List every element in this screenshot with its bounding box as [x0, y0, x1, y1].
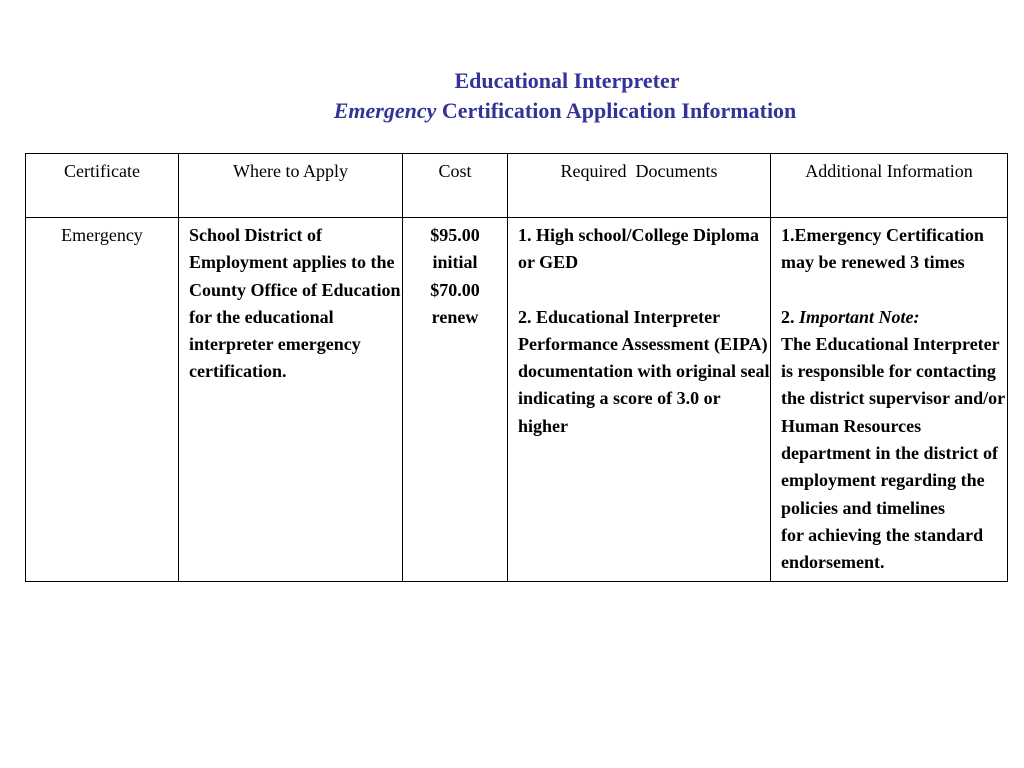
- cost-renew-label: renew: [431, 306, 479, 327]
- cell-certificate: Emergency: [26, 218, 179, 582]
- header-required-documents: Required Documents: [508, 154, 771, 218]
- required-document-2: 2. Educational Interpreter Performance Assessment (EIPA) documentation with original seal indicating a score of 3.0 or higher: [518, 306, 770, 436]
- title-line-1: Educational Interpreter: [454, 68, 680, 93]
- certification-table: [25, 153, 1008, 582]
- page-title: [0, 66, 1024, 126]
- table-header-row: [26, 154, 1008, 218]
- header-where-to-apply: Where to Apply: [179, 154, 403, 218]
- table-row: [26, 218, 1008, 582]
- cell-required-documents: [508, 218, 771, 582]
- title-emergency-italic: Emergency: [333, 98, 437, 123]
- title-line-2: [0, 96, 1024, 126]
- additional-info-item-1: 1.Emergency Certification may be renewed 3 times: [781, 225, 984, 273]
- header-additional-information: Additional Information: [771, 154, 1008, 218]
- additional-info-item-2-text: The Educational Interpreter is responsible for contacting the district supervisor and/or Human Resources department in the district of employment regarding the policies and timelines: [781, 333, 1005, 518]
- header-certificate: Certificate: [26, 154, 179, 218]
- cost-initial-label: initial: [432, 252, 478, 273]
- header-cost: Cost: [403, 154, 508, 218]
- cell-cost: [403, 218, 508, 582]
- cost-renew-amount: $70.00: [430, 279, 480, 300]
- title-line-2-rest: Certification Application Information: [436, 98, 797, 123]
- additional-info-item-2-heading: [781, 304, 1007, 331]
- cost-initial-amount: $95.00: [430, 225, 480, 245]
- important-note-label: Important Note:: [799, 306, 920, 327]
- cell-where-to-apply: School District of Employment applies to the County Office of Education for the educational interpreter emergency certification.: [179, 218, 403, 582]
- additional-info-item-2-number: 2.: [781, 306, 799, 327]
- additional-info-item-2-text-cont: for achieving the standard endorsement.: [781, 524, 984, 573]
- required-document-1: 1. High school/College Diploma or GED: [518, 225, 760, 273]
- cell-additional-information: [771, 218, 1008, 582]
